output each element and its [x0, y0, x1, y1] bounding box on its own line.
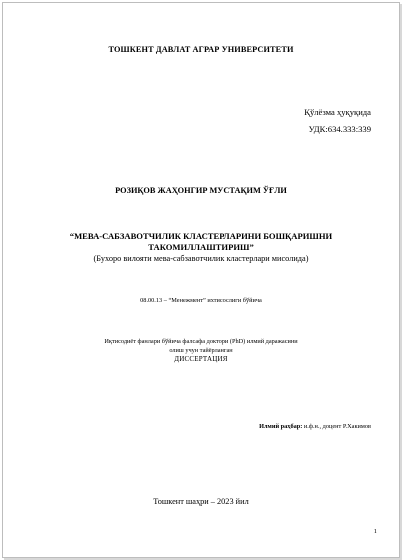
document-page [2, 2, 400, 558]
dissertation-subtitle: (Бухоро вилояти мева-сабзавотчилик кластерлари мисолида) [93, 254, 309, 263]
author-name: РОЗИҚОВ ЖАҲОНГИР МУСТАҚИМ ЎҒЛИ [115, 186, 287, 195]
supervisor-label: Илмий раҳбар: [259, 423, 303, 430]
specialty-line: 08.00.13 – “Менежмент” ихтисослиги бўйича [140, 297, 262, 304]
dissertation-title [3, 231, 399, 252]
scientific-supervisor [259, 423, 371, 430]
page-number: 1 [373, 528, 377, 535]
degree-statement [3, 337, 399, 364]
udk-code: УДК:634.333:339 [308, 124, 371, 134]
university-name: ТОШКЕНТ ДАВЛАТ АГРАР УНИВЕРСИТЕТИ [108, 45, 294, 54]
supervisor-name: и.ф.н., доцент Р.Хакимов [302, 423, 371, 430]
degree-line-2: олиш учун тайёрланган [169, 347, 233, 354]
manuscript-rights-label: Қўлёзма ҳуқуқида [304, 107, 371, 117]
dissertation-label: ДИССЕРТАЦИЯ [174, 355, 228, 363]
title-line-2: ТАКОМИЛЛАШТИРИШ” [148, 241, 254, 252]
city-year: Тошкент шаҳри – 2023 йил [153, 497, 249, 506]
degree-line-1: Иқтисодиёт фанлари бўйича фалсафа доктори (PhD) илмий даражасини [104, 338, 298, 345]
title-line-1: “МЕВА-САБЗАВОТЧИЛИК КЛАСТЕРЛАРИНИ БОШҚАРИШНИ [69, 231, 333, 241]
